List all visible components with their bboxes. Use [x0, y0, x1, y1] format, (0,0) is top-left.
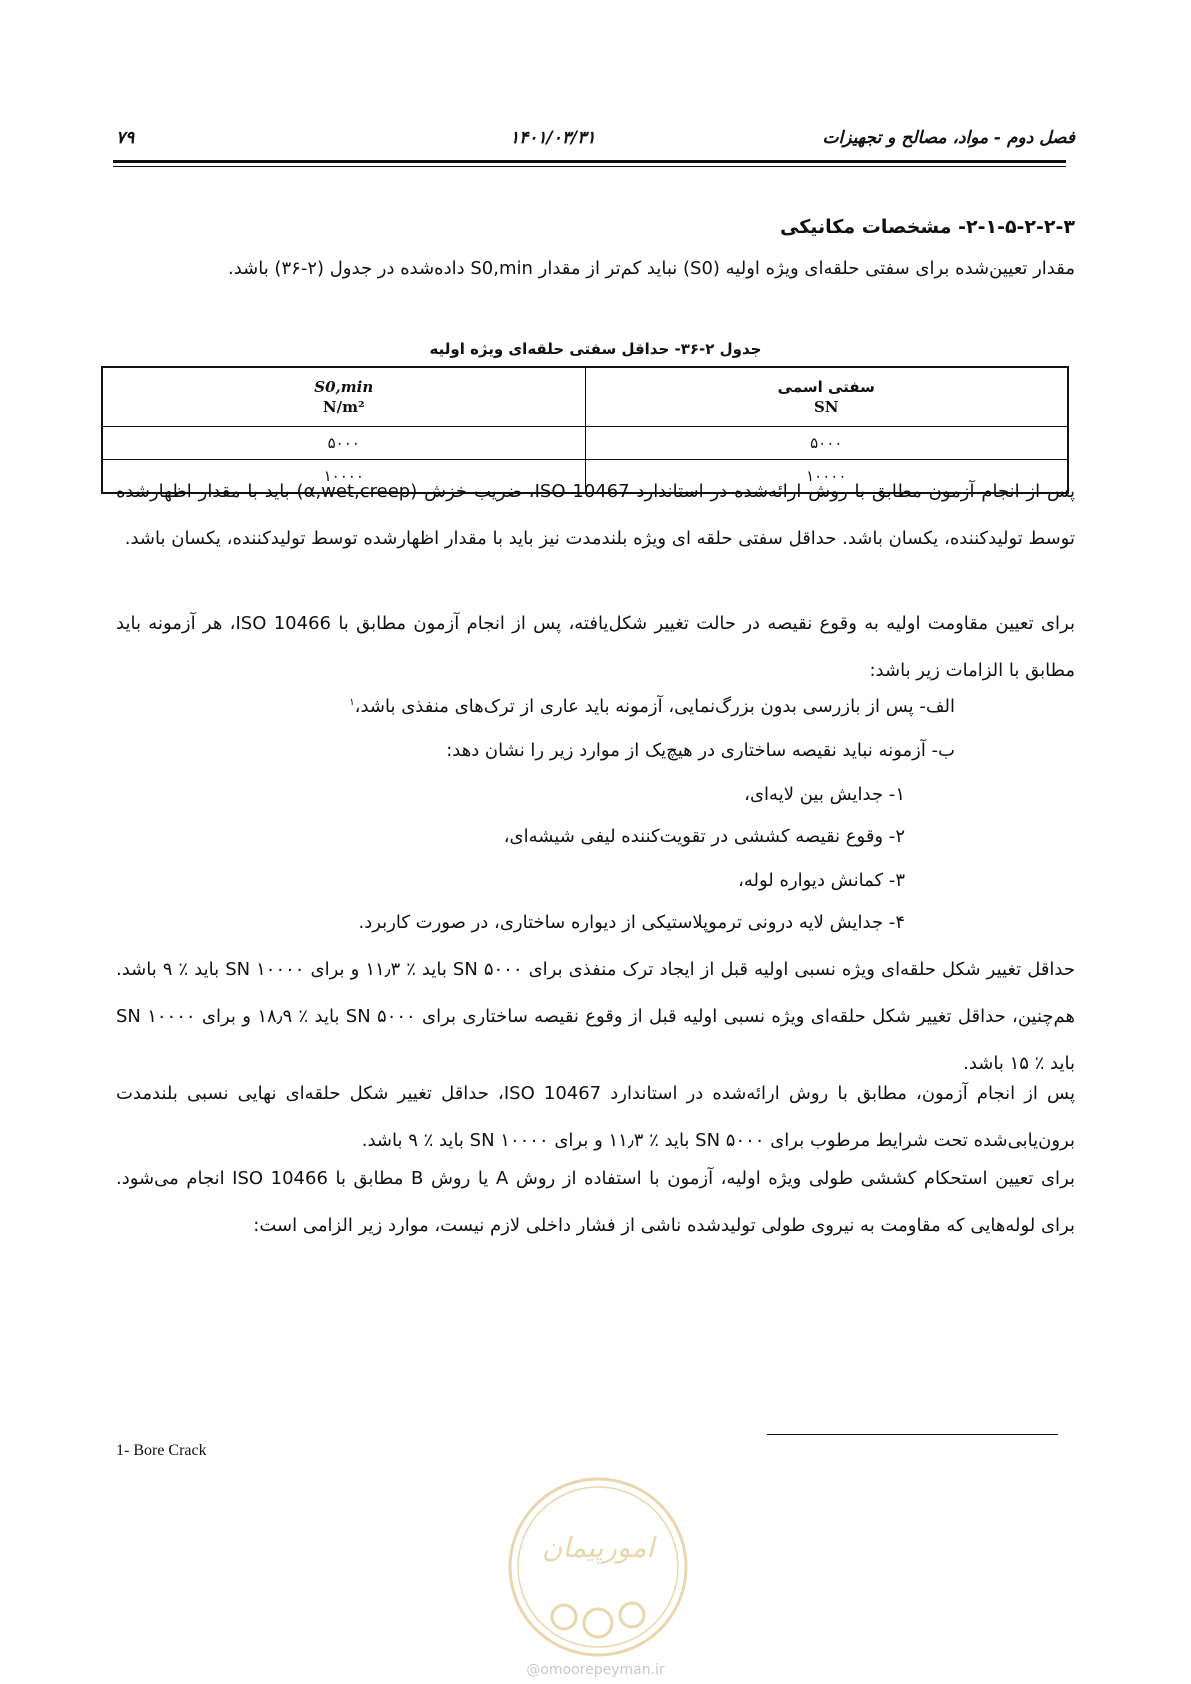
- paragraph-deflection: برای تعیین مقاومت اولیه به وقوع نقیصه در حالت تغییر شکل‌یافته، پس از انجام آزمون مطابق با ISO 10466، هر آزمونه باید مطابق با الزامات زیر باشد:: [116, 613, 1075, 681]
- header-rule-thin: [113, 166, 1066, 167]
- paragraph-tensile: برای تعیین استحکام کششی طولی ویژه اولیه، آزمون با استفاده از روش A یا روش B مطابق با ISO 10466 انجام می‌شود. برای لوله‌هایی که مقاومت به نیروی طولی تولیدشده ناشی از فشار داخلی لازم نیست، موارد زیر الزامی است:: [116, 1168, 1075, 1236]
- table-row: [102, 427, 1068, 460]
- item-a-text: الف- پس از بازرسی بدون بزرگ‌نمایی، آزمونه باید عاری از ترک‌های منفذی باشد،: [354, 696, 955, 717]
- paragraph-long-term: پس از انجام آزمون، مطابق با روش ارائه‌شده در استاندارد ISO 10467، حداقل تغییر شکل حلقه‌ای نهایی نسبی بلندمدت برون‌یابی‌شده تحت شرایط مرطوب برای SN ۵۰۰۰ باید ٪ ۱۱٫۳ و برای SN ۱۰۰۰۰ باید ٪ ۹ باشد.: [116, 1083, 1076, 1151]
- footnote: 1- Bore Crack: [116, 1442, 207, 1459]
- chapter-header: فصل دوم - مواد، مصالح و تجهیزات: [822, 128, 1075, 148]
- watermark-text: امورپیمان: [541, 1531, 655, 1564]
- table-cell: ۵۰۰۰: [102, 427, 585, 460]
- s0min-unit: N/m²: [322, 398, 365, 416]
- table-cell: ۵۰۰۰: [585, 427, 1068, 460]
- item-a: [349, 696, 955, 717]
- sn-unit: SN: [813, 398, 839, 416]
- section-title: ۲-۱-۵-۲-۲-۳- مشخصات مکانیکی: [780, 216, 1075, 238]
- table-cell: ۱۰۰۰۰: [102, 460, 585, 494]
- footnote-rule: [767, 1434, 1058, 1435]
- intro-paragraph: مقدار تعیین‌شده برای سفتی حلقه‌ای ویژه اولیه (S0) نباید کم‌تر از مقدار S0,min داده‌شده در جدول (۲-۳۶) باشد.: [227, 258, 1075, 279]
- table-header-row: [102, 367, 1068, 427]
- table-caption: جدول ۲-۳۶- حداقل سفتی حلقه‌ای ویژه اولیه: [429, 340, 762, 358]
- paragraph-strain: حداقل تغییر شکل حلقه‌ای ویژه نسبی اولیه قبل از ایجاد ترک منفذی برای SN ۵۰۰۰ باید ٪ ۱۱٫۳ و برای SN ۱۰۰۰۰ باید ٪ ۹ باشد. هم‌چنین، حداقل تغییر شکل حلقه‌ای ویژه نسبی اولیه قبل از وقوع نقیصه ساختاری برای SN ۵۰۰۰ باید ٪ ۱۸٫۹ و برای SN ۱۰۰۰۰ باید ٪ ۱۵ باشد.: [116, 959, 1076, 1074]
- header-s0min: [102, 367, 585, 427]
- item-b: ب- آزمونه نباید نقیصه ساختاری در هیچ‌یک از موارد زیر را نشان دهد:: [446, 740, 955, 761]
- footnote-marker: ۱: [349, 697, 355, 708]
- sub-item-2: ۲- وقوع نقیصه کششی در تقویت‌کننده لیفی شیشه‌ای،: [503, 826, 905, 847]
- s0min-title: S0,min: [314, 378, 374, 396]
- watermark-url: @omoorepeyman.ir: [526, 1662, 665, 1678]
- header-date: ۱۴۰۱/۰۳/۳۱: [510, 128, 596, 148]
- header-rule: [113, 160, 1066, 163]
- sub-item-1: ۱- جدایش بین لایه‌ای،: [744, 784, 905, 805]
- sub-item-4: ۴- جدایش لایه درونی ترموپلاستیکی از دیواره ساختاری، در صورت کاربرد.: [358, 912, 905, 933]
- sub-item-3: ۳- کمانش دیواره لوله،: [738, 870, 905, 891]
- sn-title: سفتی اسمی: [777, 378, 875, 396]
- paragraph-creep: پس از انجام آزمون مطابق با روش ارائه‌شده در استاندارد ISO 10467، ضریب خزش (α,wet,creep) باید با مقدار اظهارشده توسط تولیدکننده، یکسان باشد. حداقل سفتی حلقه ای ویژه بلندمدت نیز باید با مقدار اظهارشده توسط تولیدکننده، یکسان باشد.: [116, 481, 1075, 549]
- header-sn: [585, 367, 1068, 427]
- watermark-seal: [506, 1475, 690, 1659]
- page-number: ۷۹: [116, 128, 135, 148]
- table-cell: ۱۰۰۰۰: [585, 460, 1068, 494]
